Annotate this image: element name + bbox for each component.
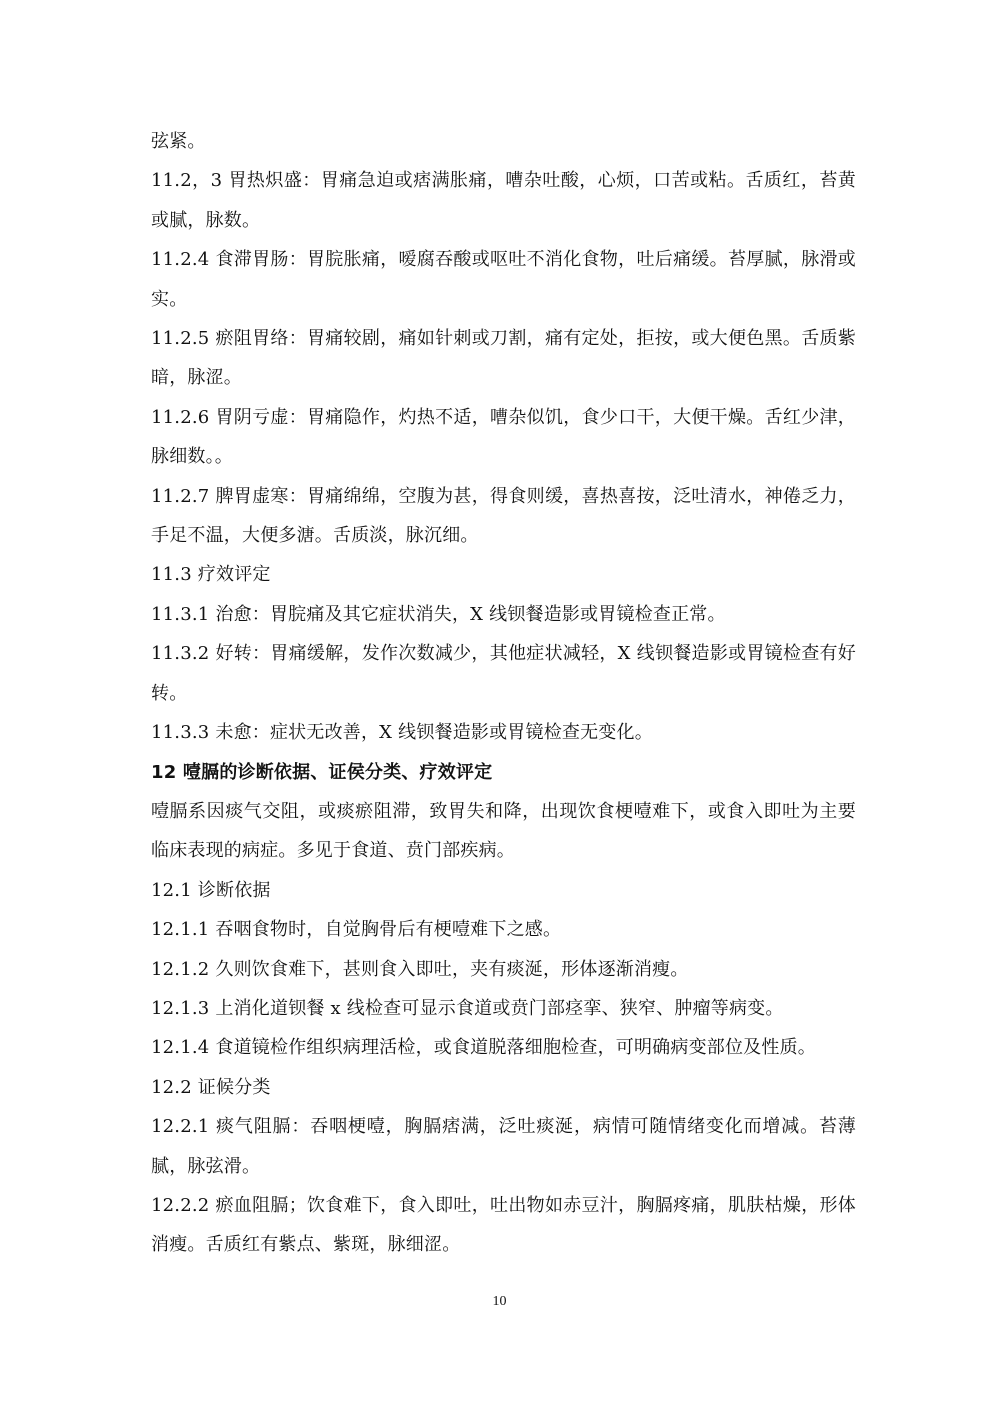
paragraph-12-1-4: 12.1.4 食道镜检作组织病理活检，或食道脱落细胞检查，可明确病变部位及性质。: [151, 1037, 816, 1059]
paragraph-12-intro: 噎膈系因痰气交阻，或痰瘀阻滞，致胃失和降，出现饮食梗噎难下，或食入即吐为主要临床表现的病症。多见于食道、贲门部疾病。: [151, 800, 856, 862]
paragraph-11-2-3: 11.2，3 胃热炽盛：胃痛急迫或痞满胀痛，嘈杂吐酸，心烦，口苦或粘。舌质红，苔黄或腻，脉数。: [151, 170, 856, 231]
paragraph-11-2-7: 11.2.7 脾胃虚寒：胃痛绵绵，空腹为甚，得食则缓，喜热喜按，泛吐清水，神倦乏力，手足不温，大便多溏。舌质淡，脉沉细。: [151, 485, 856, 547]
paragraph-12-1-2: 12.1.2 久则饮食难下，甚则食入即吐，夹有痰涎，形体逐渐消瘦。: [151, 958, 689, 980]
paragraph-12-2-1: 12.2.1 痰气阻膈：吞咽梗噎，胸膈痞满，泛吐痰涎，病情可随情绪变化而增减。苔薄腻，脉弦滑。: [151, 1116, 856, 1177]
paragraph-12-2-2: 12.2.2 瘀血阻膈；饮食难下，食入即吐，吐出物如赤豆汁，胸膈疼痛，肌肤枯燥，形体消瘦。舌质红有紫点、紫斑，脉细涩。: [151, 1194, 856, 1256]
section-12-1-title: 12.1 诊断依据: [151, 879, 271, 901]
page-number: 10: [492, 1294, 507, 1309]
paragraph-12-1-3: 12.1.3 上消化道钡餐 x 线检查可显示食道或贲门部痉挛、狭窄、肿瘤等病变。: [151, 997, 784, 1019]
paragraph-11-2-5: 11.2.5 瘀阻胃络：胃痛较剧，痛如针刺或刀割，痛有定处，拒按，或大便色黑。舌质紫暗，脉涩。: [151, 328, 856, 389]
paragraph-continuation: 弦紧。: [151, 131, 206, 152]
paragraph-11-3-2: 11.3.2 好转：胃痛缓解，发作次数减少，其他症状减轻，X 线钡餐造影或胃镜检查有好转。: [151, 643, 856, 704]
section-11-3-title: 11.3 疗效评定: [151, 564, 271, 586]
section-12-2-title: 12.2 证候分类: [151, 1076, 271, 1098]
section-12-heading: 12 噎膈的诊断依据、证侯分类、疗效评定: [151, 761, 493, 783]
paragraph-11-3-1: 11.3.1 治愈：胃脘痛及其它症状消失，X 线钡餐造影或胃镜检查正常。: [151, 603, 726, 625]
page-content: [151, 122, 856, 1265]
paragraph-11-2-6: 11.2.6 胃阴亏虚：胃痛隐作，灼热不适，嘈杂似饥，食少口干，大便干燥。舌红少津，脉细数。。: [151, 406, 856, 468]
paragraph-12-1-1: 12.1.1 吞咽食物时，自觉胸骨后有梗噎难下之感。: [151, 919, 562, 941]
paragraph-11-2-4: 11.2.4 食滞胃肠：胃脘胀痛，嗳腐吞酸或呕吐不消化食物，吐后痛缓。苔厚腻，脉滑或实。: [151, 249, 856, 310]
paragraph-11-3-3: 11.3.3 未愈：症状无改善，X 线钡餐造影或胃镜检查无变化。: [151, 722, 653, 744]
